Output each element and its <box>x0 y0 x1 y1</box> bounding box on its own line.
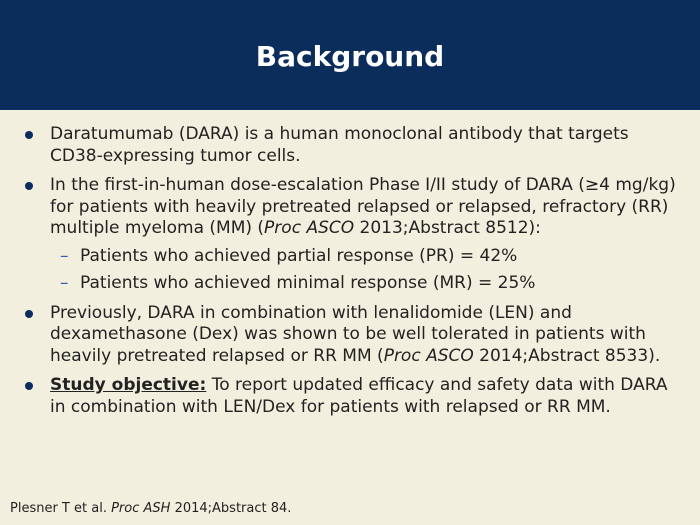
citation-journal: Proc ASCO <box>264 218 355 238</box>
study-objective-text: To report updated efficacy and safety data with DARA in combination with LEN/Dex for patients with relapsed or RR MM. <box>50 375 668 417</box>
footer-citation <box>10 501 291 516</box>
bullet-text-post: 2014;Abstract 8533). <box>473 345 661 366</box>
bullet-item-previous-combination <box>22 303 682 368</box>
bullet-text-post: 2013;Abstract 8512): <box>354 218 541 238</box>
bullet-item-study-objective <box>22 375 682 418</box>
citation-journal: Proc ASCO <box>383 345 474 366</box>
footer-text-pre: Plesner T et al. <box>10 501 112 516</box>
dash-icon: – <box>60 245 69 266</box>
sub-bullet-minimal-response <box>22 273 682 295</box>
bullet-item-dara-definition <box>22 124 682 167</box>
sub-bullet-text: Patients who achieved minimal response (MR) = 25% <box>80 273 536 293</box>
bullet-list <box>22 124 682 426</box>
slide-header <box>0 0 700 110</box>
bullet-dot-icon <box>25 182 33 190</box>
dash-icon: – <box>60 273 69 293</box>
footer-journal: Proc ASH <box>111 501 171 516</box>
bullet-text-pre: Previously, DARA in combination with lenalidomide (LEN) and dexamethasone (Dex) was shown to be well tolerated in patients with heavily pretreated relapsed or RR MM ( <box>50 302 646 366</box>
study-objective-label: Study objective: <box>50 375 207 395</box>
bullet-item-phase-study <box>22 175 682 240</box>
bullet-dot-icon <box>25 131 33 139</box>
bullet-text: Daratumumab (DARA) is a human monoclonal antibody that targets CD38-expressing tumor cells. <box>50 124 629 166</box>
slide-title: Background <box>255 39 445 73</box>
footer-text-post: 2014;Abstract 84. <box>170 501 292 516</box>
bullet-text-pre: In the first-in-human dose-escalation Phase I/II study of DARA (≥4 mg/kg) for patients with heavily pretreated relapsed or relapsed, refractory (RR) multiple myeloma (MM) ( <box>50 175 676 238</box>
bullet-dot-icon <box>25 382 33 390</box>
sub-bullet-text: Patients who achieved partial response (PR) = 42% <box>80 245 518 266</box>
sub-bullet-partial-response <box>22 246 682 268</box>
bullet-dot-icon <box>25 310 33 318</box>
